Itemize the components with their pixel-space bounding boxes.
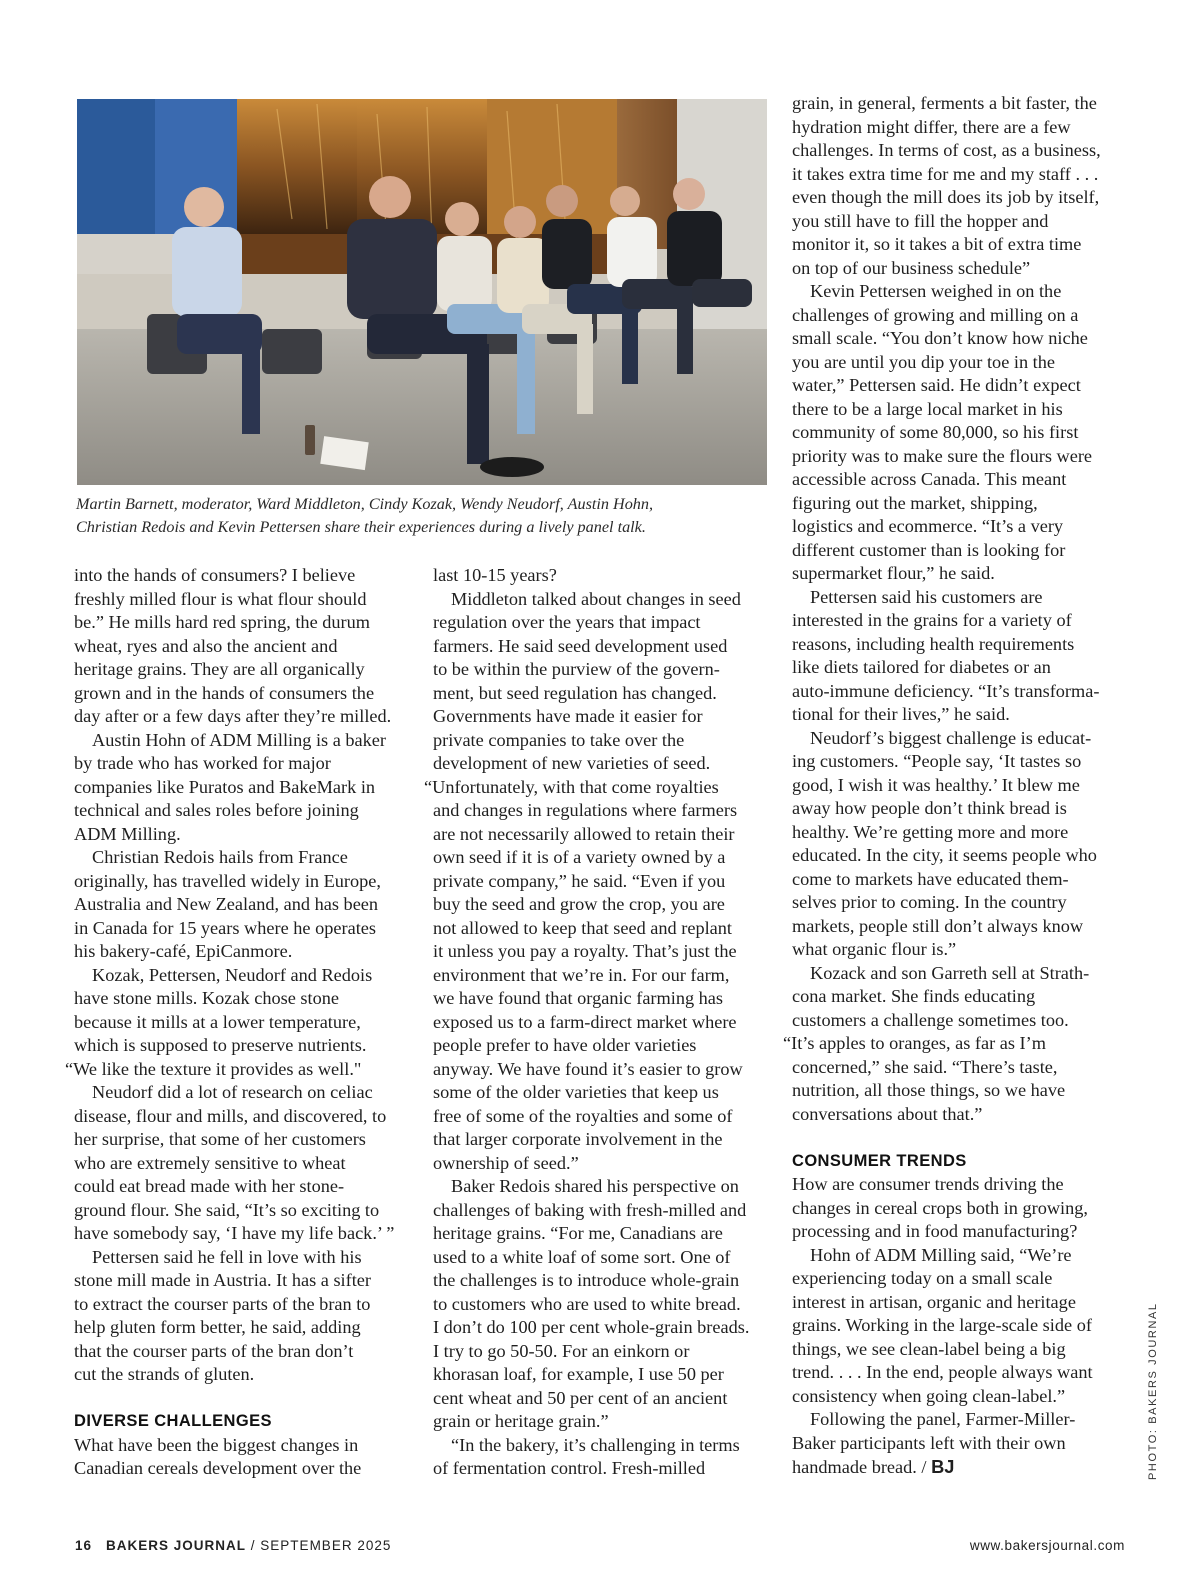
text-line: healthy. We’re getting more and more [792,821,1069,842]
text-line: reasons, including health requirements [792,633,1075,654]
paragraph [792,92,1137,280]
text-line: logistics and ecommerce. “It’s a very [792,516,1064,536]
text-line [792,1455,1137,1480]
text-line: interest in artisan, organic and heritage [792,1291,1076,1312]
text-line: nutrition, all those things, so we have [792,1080,1066,1100]
text-line: be.” He mills hard red spring, the durum [74,612,370,632]
paragraph [792,280,1137,586]
text-line: heritage grains. “For me, Canadians are [433,1223,723,1243]
text-line: I don’t do 100 per cent whole-grain breads. [433,1317,750,1337]
photo-credit: PHOTO: BAKERS JOURNAL [1147,1302,1159,1480]
paragraph [792,1244,1137,1409]
text-line: good, I wish it was healthy.’ It blew me [792,774,1080,795]
text-line: into the hands of consumers? I believe [74,565,356,585]
text-line: farmers. He said seed development used [433,635,728,656]
article-column-1 [65,564,419,1481]
text-line: experiencing today on a small scale [792,1268,1053,1288]
issue-date: / SEPTEMBER 2025 [246,1538,392,1553]
text-line: khorasan loaf, for example, I use 50 per [433,1364,724,1384]
website-url: www.bakersjournal.com [969,1538,1125,1553]
text-line: “In the bakery, it’s challenging in terms [451,1434,740,1455]
magazine-name: BAKERS JOURNAL [106,1538,247,1553]
text-line: cona market. She finds educating [792,986,1036,1006]
text-line: you still have to fill the hopper and [792,210,1049,231]
text-line: Hohn of ADM Milling said, “We’re [810,1244,1072,1265]
signoff: BJ [931,1456,955,1477]
text-line: Neudorf did a lot of research on celiac [92,1082,373,1102]
text-line: buy the seed and grow the crop, you are [433,894,725,914]
text-line: day after or a few days after they’re milled. [74,706,392,726]
text-line: How are consumer trends driving the [792,1174,1064,1194]
text-line: originally, has travelled widely in Europe, [74,870,381,891]
text-line: Governments have made it easier for [433,706,703,726]
text-line: heritage grains. They are all organically [74,659,365,679]
text-line: community of some 80,000, so his first [792,422,1079,442]
text-line: consistency when going clean-label.” [792,1385,1066,1406]
paragraph [74,729,419,847]
text-line: have somebody say, ‘I have my life back.’ ” [74,1223,395,1243]
text-line: Pettersen said his customers are [810,586,1043,607]
text-line: by trade who has worked for major [74,753,331,773]
text-line: anyway. We have found it’s easier to grow [433,1058,743,1079]
text-line: Canadian cereals development over the [74,1458,362,1478]
text-line: Kozack and son Garreth sell at Strath- [810,962,1090,983]
text-line: small scale. “You don’t know how niche [792,328,1088,348]
text-line: not allowed to keep that seed and replant [433,917,732,938]
text-line: own seed if it is of a variety owned by a [433,847,726,867]
text-line: things, we see clean-label being a big [792,1338,1066,1359]
text-line: Kozak, Pettersen, Neudorf and Redois [92,964,373,985]
text-line: Middleton talked about changes in seed [451,588,741,609]
text-line: environment that we’re in. For our farm, [433,964,730,985]
text-line: could eat bread made with her stone- [74,1176,345,1196]
paragraph [433,1175,778,1434]
text-line: the challenges is to introduce whole-grain [433,1270,740,1290]
text-line: help gluten form better, he said, adding [74,1317,361,1337]
text-line: to extract the courser parts of the bran to [74,1293,371,1314]
text-line: Baker participants left with their own [792,1432,1066,1453]
text-line: challenges of growing and milling on a [792,304,1079,325]
paragraph [424,588,778,1176]
text-line: have stone mills. Kozak chose stone [74,988,340,1008]
text-line: free of some of the royalties and some of [433,1105,733,1126]
text-line: selves prior to coming. In the country [792,892,1067,912]
text-line: “We like the texture it provides as well." [65,1058,362,1079]
paragraph [74,1081,419,1246]
text-line: technical and sales roles before joining [74,800,359,820]
text-line: Austin Hohn of ADM Milling is a baker [92,729,387,750]
text-line: grain, in general, ferments a bit faster, the [792,93,1097,113]
text-line: of fermentation control. Fresh-milled [433,1458,706,1478]
text-line: What have been the biggest changes in [74,1434,359,1455]
text-line: Neudorf’s biggest challenge is educat- [810,727,1092,748]
text-line: conversations about that.” [792,1103,983,1124]
text-line: some of the older varieties that keep us [433,1082,719,1102]
text-line: ownership of seed.” [433,1152,579,1173]
text-line: his bakery-café, EpiCanmore. [74,941,293,961]
text-line: like diets tailored for diabetes or an [792,657,1051,677]
text-line: processing and in food manufacturing? [792,1221,1078,1241]
text-line: it takes extra time for me and my staff . . . [792,163,1099,184]
section-heading: DIVERSE CHALLENGES [74,1412,272,1430]
text-line: are not necessarily allowed to retain their [433,823,735,844]
footer-left [75,1538,391,1553]
text-line: interested in the grains for a variety of [792,610,1072,630]
text-line: I try to go 50-50. For an einkorn or [433,1340,690,1361]
paragraph [792,1173,1137,1244]
text-line: private company,” he said. “Even if you [433,870,726,891]
text-line: and changes in regulations where farmers [433,800,738,820]
page-number: 16 [75,1538,93,1553]
text-line: private companies to take over the [433,729,685,750]
paragraph [783,962,1137,1127]
text-line: water,” Pettersen said. He didn’t expect [792,375,1081,395]
paragraph [74,1246,419,1387]
text-line: educated. In the city, it seems people who [792,845,1097,865]
text-line: customers a challenge sometimes too. [792,1009,1069,1030]
text-line: figuring out the market, shipping, [792,492,1038,513]
text-line: we have found that organic farming has [433,988,724,1008]
panel-photo-image [77,99,767,485]
text-line: priority was to make sure the flours were [792,445,1093,466]
text-line: ing customers. “People say, ‘It tastes so [792,751,1082,771]
paragraph [433,1434,778,1481]
text-line: which is supposed to preserve nutrients. [74,1035,367,1055]
text-line: because it mills at a lower temperature, [74,1011,361,1032]
text-line: ground flour. She said, “It’s so exciting to [74,1199,380,1220]
text-line: last 10-15 years? [433,565,557,585]
text-line: exposed us to a farm-direct market where [433,1011,737,1032]
text-line: her surprise, that some of her customers [74,1129,366,1149]
paragraph [792,727,1137,962]
text-line: tional for their lives,” he said. [792,704,1010,724]
text-line: trend. . . . In the end, people always want [792,1362,1093,1382]
text-line: supermarket flour,” he said. [792,563,995,583]
text-line: hydration might differ, there are a few [792,116,1071,137]
text-line: Pettersen said he fell in love with his [92,1246,362,1267]
caption-line: Christian Redois and Kevin Pettersen share their experiences during a lively panel talk. [76,518,646,536]
paragraph [74,1434,419,1481]
text-line: Baker Redois shared his perspective on [451,1176,739,1196]
text-line: you are until you dip your toe in the [792,351,1055,372]
text-line: used to a white loaf of some sort. One of [433,1246,731,1267]
text-line: ment, but seed regulation has changed. [433,682,717,703]
text-line: freshly milled flour is what flour should [74,588,367,609]
paragraph [792,586,1137,727]
text-line: markets, people still don’t always know [792,915,1084,936]
text-line: stone mill made in Austria. It has a sifter [74,1270,372,1290]
text-line: monitor it, so it takes a bit of extra time [792,234,1082,254]
text-line: cent wheat and 50 per cent of an ancient [433,1387,728,1408]
paragraph [792,1408,1137,1480]
text-line: to customers who are used to white bread. [433,1293,741,1314]
text-line: there to be a large local market in his [792,398,1063,419]
text-line: that larger corporate involvement in the [433,1129,723,1149]
text-line: even though the mill does its job by itself, [792,187,1100,207]
paragraph [74,564,419,729]
paragraph [65,964,419,1082]
text-line: that the courser parts of the bran don’t [74,1340,354,1361]
text-line: on top of our business schedule” [792,257,1031,278]
text-line: grown and in the hands of consumers the [74,682,375,703]
article-column-3 [783,92,1137,1480]
paragraph [74,846,419,964]
photo-caption [76,493,776,539]
section-heading: CONSUMER TRENDS [792,1151,967,1170]
text-line: challenges. In terms of cost, as a business, [792,140,1101,160]
caption-line: Martin Barnett, moderator, Ward Middleton, Cindy Kozak, Wendy Neudorf, Austin Hohn, [76,495,654,513]
text-line: changes in cereal crops both in growing, [792,1197,1088,1218]
text-line: Christian Redois hails from France [92,847,348,867]
text-line: disease, flour and mills, and discovered, to [74,1105,387,1126]
text-line: who are extremely sensitive to wheat [74,1152,346,1173]
text-line: challenges of baking with fresh-milled and [433,1199,747,1220]
panel-photo [77,99,767,485]
text-line: what organic flour is.” [792,939,957,959]
article-column-2 [424,564,778,1481]
text-line: to be within the purview of the govern- [433,659,720,679]
text-line: “It’s apples to oranges, as far as I’m [783,1033,1046,1053]
text-line: people prefer to have older varieties [433,1035,697,1055]
text-line: different customer than is looking for [792,539,1066,560]
text-line: Australia and New Zealand, and has been [74,894,379,914]
text-line: come to markets have educated them- [792,868,1069,889]
paragraph [433,564,778,588]
text-line: grains. Working in the large-scale side of [792,1315,1092,1335]
text-line: development of new varieties of seed. [433,753,711,773]
text-line: wheat, ryes and also the ancient and [74,635,338,656]
text-line: auto-immune deficiency. “It’s transforma- [792,680,1100,701]
text-line: ADM Milling. [74,823,181,844]
spacer [74,1387,419,1411]
text-line: Kevin Pettersen weighed in on the [810,281,1062,301]
text-line: “Unfortunately, with that come royalties [424,776,719,797]
text-line: regulation over the years that impact [433,612,701,632]
text-line: in Canada for 15 years where he operates [74,917,377,938]
text-line: Following the panel, Farmer-Miller- [810,1409,1076,1429]
spacer [792,1126,1137,1150]
text-line: it unless you pay a royalty. That’s just the [433,941,737,961]
text-line: companies like Puratos and BakeMark in [74,776,376,797]
text-line: concerned,” she said. “There’s taste, [792,1056,1058,1077]
page-footer [75,1538,1125,1558]
text-line: grain or heritage grain.” [433,1411,609,1431]
text-fragment: handmade bread. / [792,1457,932,1477]
text-line: cut the strands of gluten. [74,1364,255,1384]
text-line: accessible across Canada. This meant [792,469,1067,489]
text-line: away how people don’t think bread is [792,798,1067,818]
